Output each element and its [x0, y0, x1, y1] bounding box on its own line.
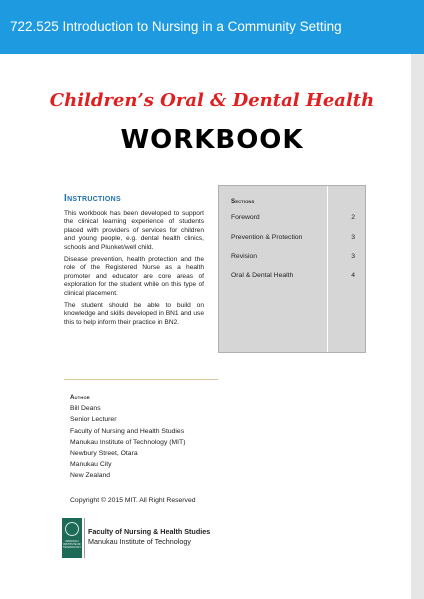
author-line: Senior Lecturer	[70, 416, 117, 424]
author-line: Faculty of Nursing and Health Studies	[70, 427, 185, 435]
author-block	[70, 392, 185, 482]
section-row-oral-dental[interactable]	[231, 272, 355, 282]
course-title: 722.525 Introduction to Nursing in a Community Setting	[10, 19, 342, 34]
section-label: Foreword	[231, 214, 260, 221]
author-line: New Zealand	[70, 472, 111, 480]
sections-column-divider	[327, 186, 328, 352]
author-line: Manukau City	[70, 461, 112, 469]
author-heading: Author	[70, 394, 90, 401]
section-label: Prevention & Protection	[231, 234, 303, 241]
logo-institute-name: Manukau Institute of Technology	[88, 536, 191, 546]
header-banner	[0, 0, 424, 54]
section-row-revision[interactable]	[231, 253, 355, 263]
author-line: Bill Deans	[70, 405, 101, 413]
divider-line	[64, 379, 218, 380]
logo-separator	[84, 518, 85, 558]
section-row-prevention[interactable]	[231, 234, 355, 244]
logo-emblem-text: MANUKAU INSTITUTE OF TECHNOLOGY	[63, 540, 82, 549]
instructions-paragraph: This workbook has been developed to support the clinical learning experience of students placed with providers of services for children and young people, e.g. dental health clinics, schools and Plunket/well child.	[64, 210, 204, 251]
author-line: Newbury Street, Otara	[70, 450, 138, 458]
section-page: 3	[351, 253, 355, 260]
document-subtitle: WORKBOOK	[120, 125, 304, 155]
author-line: Manukau Institute of Technology (MIT)	[70, 438, 186, 446]
instructions-heading: Instructions	[64, 193, 121, 204]
document-title: Children’s Oral & Dental Health	[49, 90, 375, 111]
section-page: 3	[351, 234, 355, 241]
sections-table	[218, 185, 366, 353]
logo-faculty-name: Faculty of Nursing & Health Studies	[88, 527, 211, 536]
instructions-paragraph: The student should be able to build on knowledge and skills developed in BN1 and use this to help inform their practice in BN2.	[64, 302, 204, 326]
logo-caption	[88, 527, 210, 546]
section-label: Revision	[231, 253, 258, 260]
copyright-notice: Copyright © 2015 MIT. All Right Reserved	[70, 497, 196, 504]
section-label: Oral & Dental Health	[231, 272, 294, 279]
instructions-body	[64, 210, 204, 331]
section-page: 2	[351, 214, 355, 221]
mit-logo	[62, 518, 82, 558]
section-page: 4	[351, 272, 355, 279]
instructions-paragraph: Disease prevention, health protection and the role of the Registered Nurse as a health promoter and educator are core areas of exploration for the student while on this type of clinical placement.	[64, 256, 204, 297]
logo-emblem-icon	[65, 522, 79, 536]
section-row-foreword[interactable]	[231, 214, 355, 224]
sections-heading: Sections	[231, 198, 255, 205]
